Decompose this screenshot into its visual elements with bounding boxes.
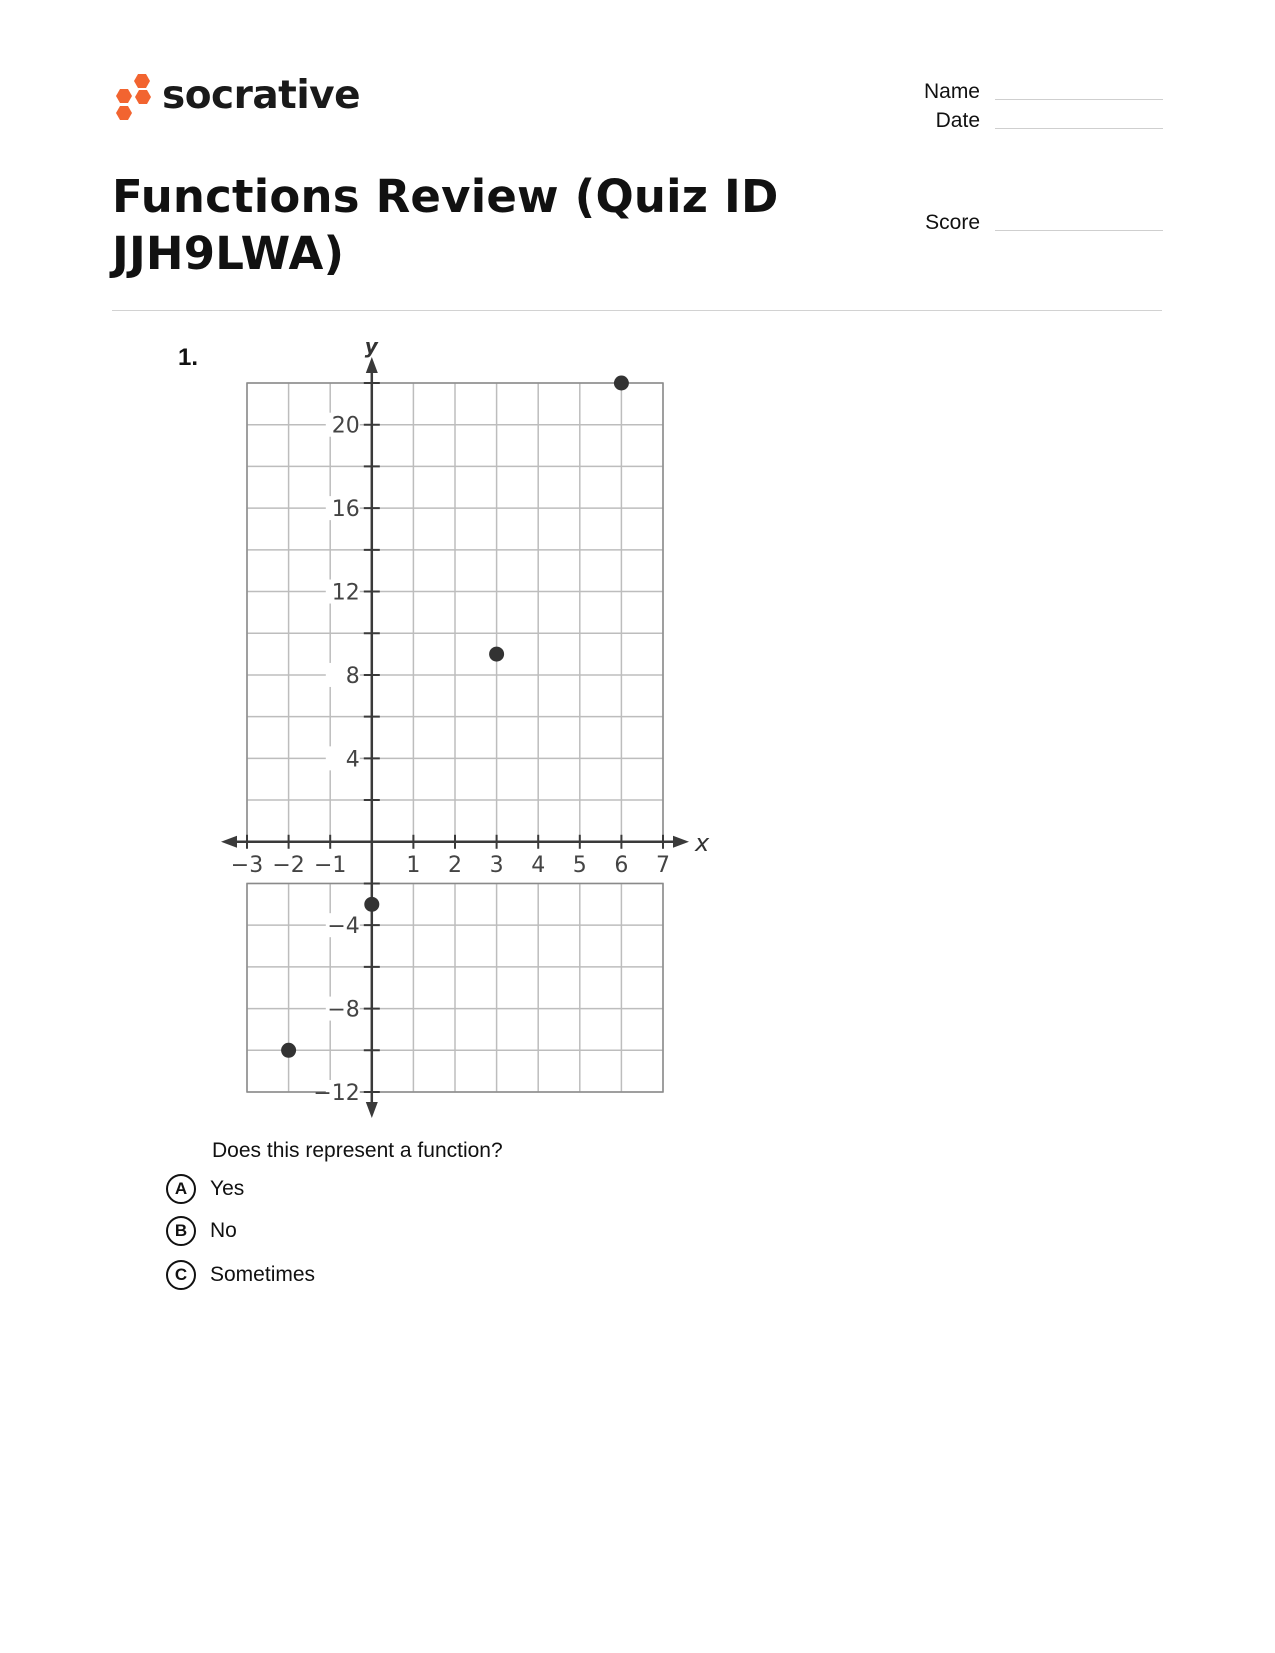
choice-a[interactable] [166, 1172, 244, 1206]
y-tick-label: 4 [345, 747, 360, 773]
choice-c-label: Sometimes [210, 1263, 316, 1286]
x-tick-label: −3 [230, 852, 264, 878]
y-tick-label: −8 [327, 997, 360, 1023]
y-tick-label: 20 [331, 413, 360, 439]
x-tick-label: −1 [313, 852, 347, 878]
choice-c-bubble[interactable]: C [166, 1260, 196, 1290]
name-label: Name [923, 80, 980, 103]
choice-c[interactable] [166, 1258, 315, 1292]
choice-b-label: No [210, 1219, 237, 1242]
x-tick-label: 5 [572, 852, 587, 878]
x-tick-label: 6 [614, 852, 629, 878]
coordinate-graph [200, 330, 720, 1125]
header-divider [112, 310, 1162, 311]
y-tick-label: 12 [331, 580, 360, 606]
x-tick-label: −2 [272, 852, 305, 878]
data-point [489, 647, 504, 662]
x-tick-label: 2 [448, 852, 462, 878]
x-axis-arrow-right-icon [673, 836, 689, 848]
x-tick-label: 4 [531, 852, 546, 878]
date-label: Date [935, 109, 980, 132]
y-tick-label: 8 [345, 663, 360, 689]
choice-b-bubble[interactable]: B [166, 1216, 196, 1246]
y-tick-label: −4 [327, 914, 360, 940]
data-point [281, 1043, 296, 1058]
name-field[interactable] [995, 99, 1163, 100]
question-prompt: Does this represent a function? [212, 1139, 503, 1162]
brand-name: socrative [162, 73, 361, 118]
y-tick-label: −12 [313, 1081, 360, 1106]
choice-a-label: Yes [210, 1177, 245, 1200]
data-point [364, 897, 379, 912]
socrative-logo [112, 72, 361, 128]
date-field[interactable] [995, 128, 1163, 129]
x-tick-label: 7 [656, 852, 670, 878]
x-tick-label: 1 [406, 852, 421, 878]
y-axis-label: y [364, 334, 378, 358]
y-tick-label: 16 [331, 497, 360, 523]
hexagon-cluster-icon [112, 72, 156, 128]
score-field[interactable] [995, 230, 1163, 231]
x-axis-label: x [695, 828, 710, 857]
score-label: Score [925, 211, 980, 234]
x-tick-label: 3 [489, 852, 504, 878]
choice-b[interactable] [166, 1214, 237, 1248]
y-axis-arrow-down-icon [366, 1102, 378, 1118]
choice-a-bubble[interactable]: A [166, 1174, 196, 1204]
page-title: Functions Review (Quiz ID JJH9LWA) [112, 170, 779, 280]
question-number: 1. [178, 344, 199, 371]
data-point [614, 376, 629, 391]
x-axis-arrow-left-icon [221, 836, 237, 848]
y-axis-arrow-up-icon [366, 357, 378, 373]
